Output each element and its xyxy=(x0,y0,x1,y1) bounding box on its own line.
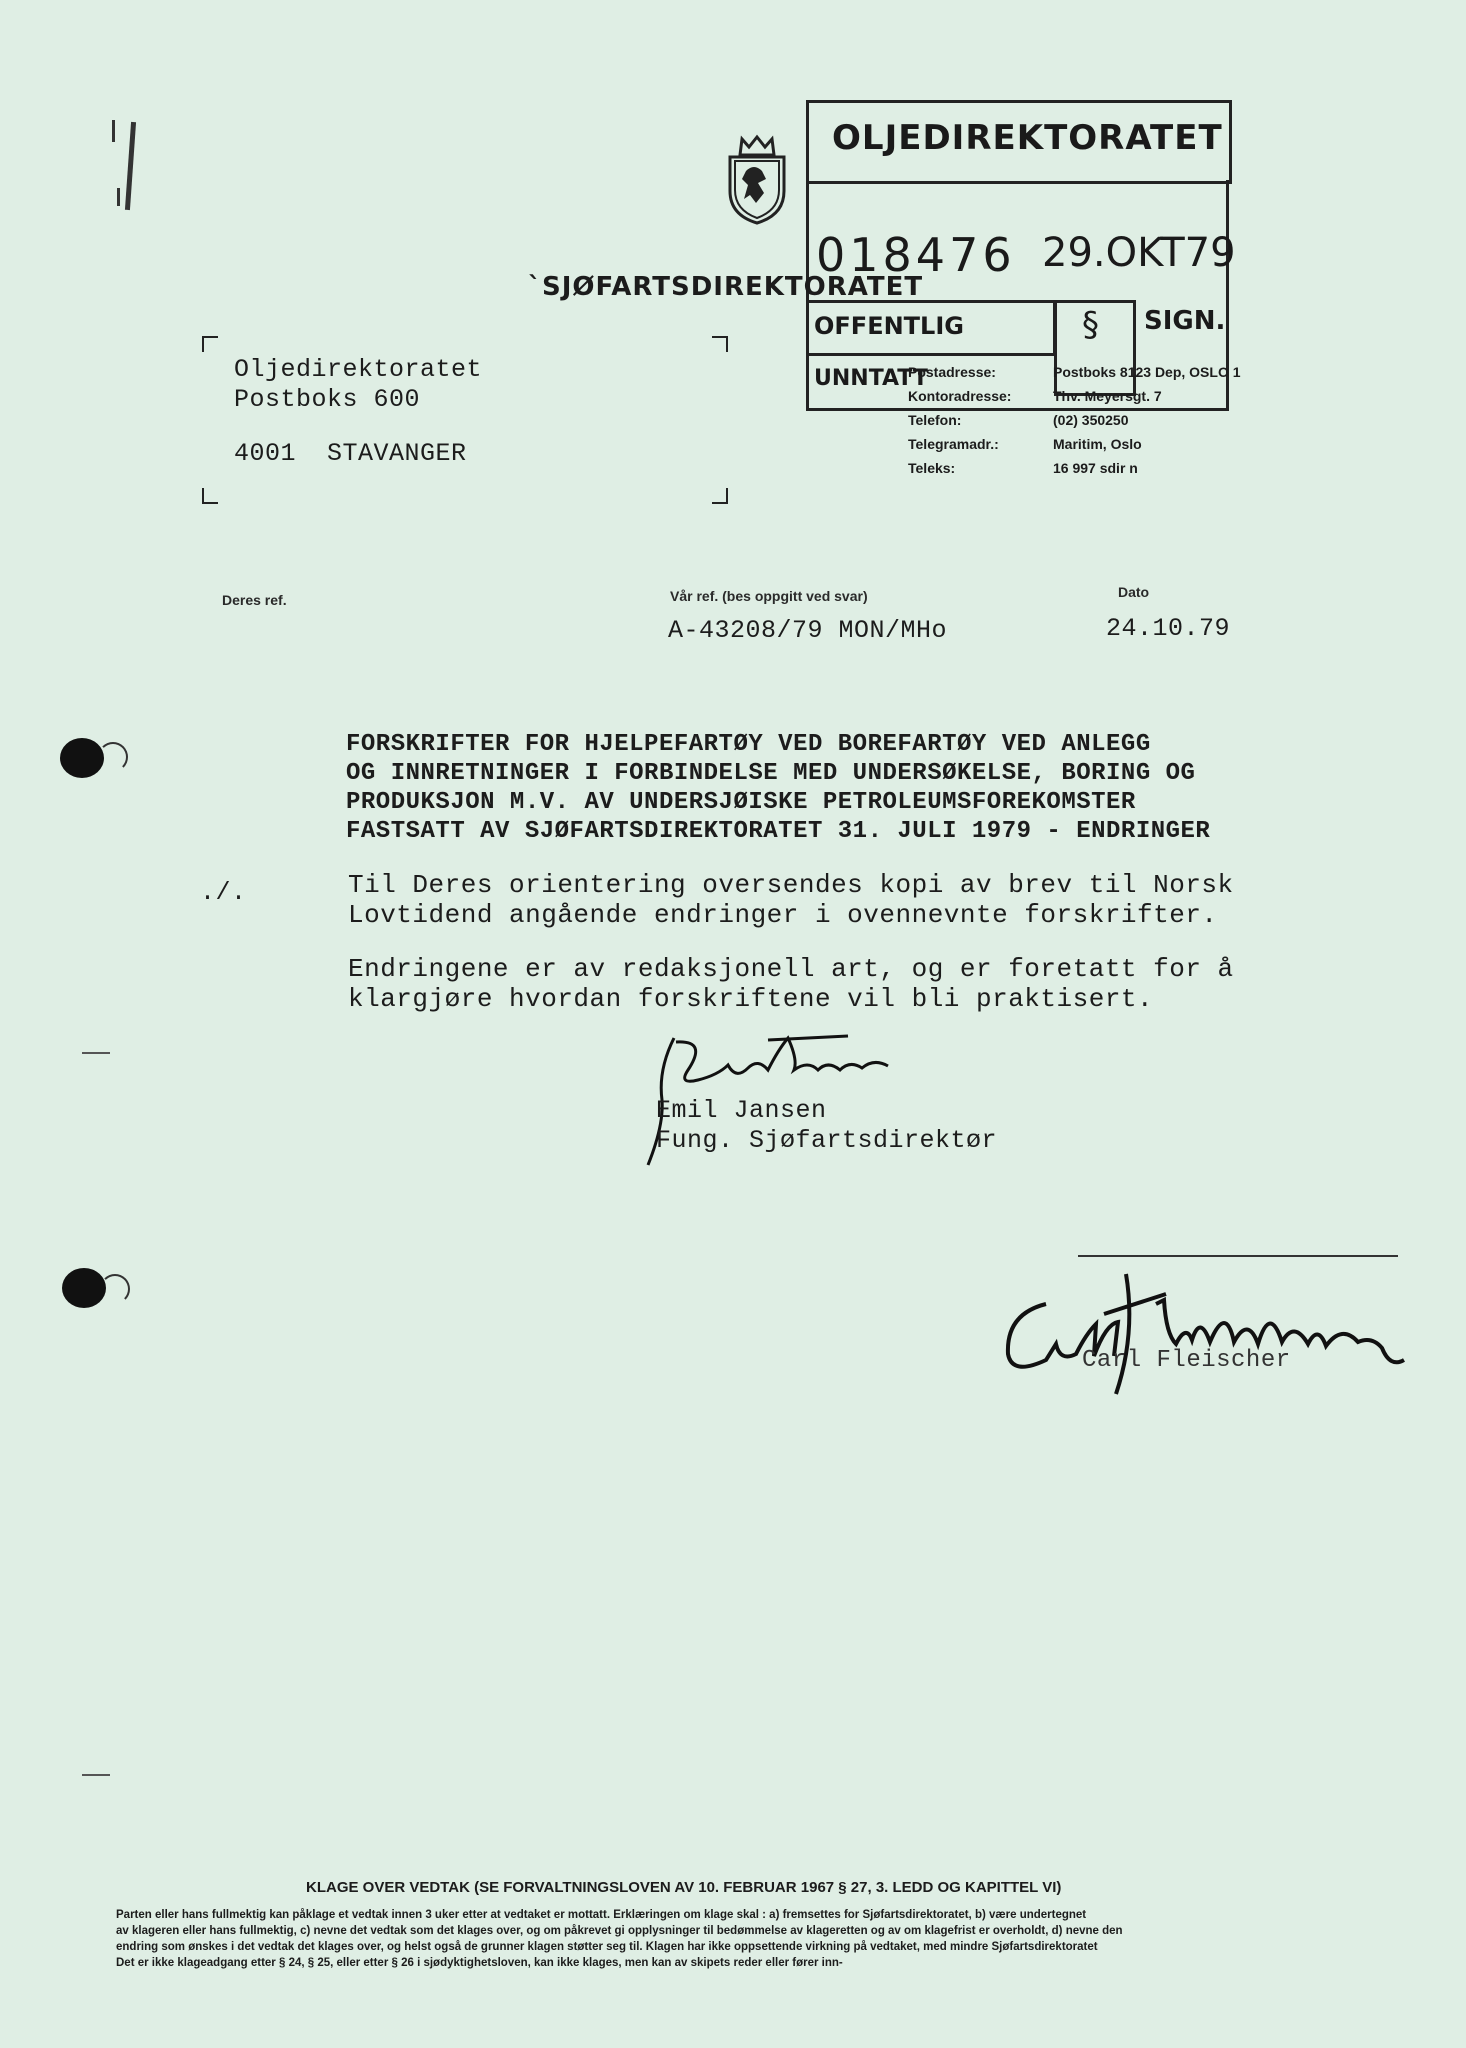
fold-mark xyxy=(82,1774,110,1776)
punch-hole-shadow xyxy=(100,1274,130,1304)
appeal-notice-title: KLAGE OVER VEDTAK (SE FORVALTNINGSLOVEN AV 10. FEBRUAR 1967 § 27, 3. LEDD OG KAPITTEL VI) xyxy=(306,1879,1062,1896)
contact-row: Postadresse: Postboks 8123 Dep, OSLO 1 xyxy=(908,364,1241,380)
window-corner xyxy=(712,488,728,504)
body-paragraph: Endringene er av redaksjonell art, og er foretatt for å klargjøre hvordan forskriftene vil bli praktisert. xyxy=(348,954,1234,1014)
stamp-paragraph: § xyxy=(1082,305,1099,345)
date-value: 24.10.79 xyxy=(1106,614,1231,643)
sender-organization: `SJØFARTSDIREKTORATET xyxy=(528,272,924,302)
appeal-notice-text: Parten eller hans fullmektig kan påklage et vedtak innen 3 uker etter at vedtaket er mottatt. Erklæringen om klage skal : a) fremsettes for Sjøfartsdirektoratet, b) være undertegnet av klageren eller hans fullmektig, c) nevne det vedtak som det klages over, og om påkrevet gi opplysninger til bedømmelse av klageretten og av om klagefrist er overholdt, d) nevne den endring som ønskes i det vedtak det klages over, og helst også de grunner klagen støtter seg til. Klagen har ikke oppsettende virkning på vedtaket, med mindre Sjøfartsdirektoratet Det er ikke klageadgang etter § 24, § 25, eller etter § 26 i sjødyktighetsloven, kan ikke klages, men kan av skipets reder eller fører inn- xyxy=(116,1909,1123,1969)
punch-hole-shadow xyxy=(98,742,128,772)
contact-row: Telegramadr.: Maritim, Oslo xyxy=(908,436,1142,452)
margin-mark xyxy=(117,188,120,206)
window-corner xyxy=(712,336,728,352)
window-corner xyxy=(202,336,218,352)
enclosure-mark: ./. xyxy=(200,878,247,907)
margin-mark xyxy=(125,122,136,210)
signature-line xyxy=(1078,1255,1398,1257)
contact-row: Teleks: 16 997 sdir n xyxy=(908,460,1138,476)
fold-mark xyxy=(82,1052,110,1054)
our-ref-value: A-43208/79 MON/MHo xyxy=(668,616,948,645)
signer2-name: Carl Fleischer xyxy=(1082,1347,1291,1374)
recipient-city: 4001 STAVANGER xyxy=(234,439,467,468)
our-ref-label: Vår ref. (bes oppgitt ved svar) xyxy=(670,588,868,604)
recipient-name: Oljedirektoratet xyxy=(234,355,483,384)
body-paragraph: Til Deres orientering oversendes kopi av brev til Norsk Lovtidend angående endringer i ovennevnte forskrifter. xyxy=(348,870,1234,930)
your-ref-label: Deres ref. xyxy=(222,592,287,608)
signature-carl-fleischer xyxy=(986,1264,1426,1404)
window-corner xyxy=(202,488,218,504)
stamp-sign: SIGN. xyxy=(1144,306,1226,336)
date-label: Dato xyxy=(1118,584,1150,600)
contact-row: Kontoradresse: Thv. Meyersgt. 7 xyxy=(908,388,1162,404)
signer-name: Emil Jansen xyxy=(656,1096,827,1125)
stamp-date: 29.OKT79 xyxy=(1042,230,1236,276)
coat-of-arms-icon xyxy=(722,133,792,225)
signer-title: Fung. Sjøfartsdirektør xyxy=(656,1126,998,1155)
stamp-unntatt: UNNTATT xyxy=(814,366,928,391)
contact-row: Telefon: (02) 350250 xyxy=(908,412,1129,428)
stamp-offentlig: OFFENTLIG xyxy=(814,312,964,340)
margin-mark xyxy=(112,120,115,142)
recipient-address xyxy=(234,355,482,469)
sender-contact-block xyxy=(908,360,1241,480)
signer-block xyxy=(656,1096,997,1156)
stamp-number: 018476 xyxy=(816,228,1016,282)
recipient-postbox: Postboks 600 xyxy=(234,385,421,414)
subject-heading: FORSKRIFTER FOR HJELPEFARTØY VED BOREFARTØY VED ANLEGG OG INNRETNINGER I FORBINDELSE MED UNDERSØKELSE, BORING OG PRODUKSJON M.V. AV UNDERSJØISKE PETROLEUMSFOREKOMSTER FASTSATT AV SJØFARTSDIREKTORATET 31. JULI 1979 - ENDRINGER xyxy=(346,731,1211,845)
stamp-agency: OLJEDIREKTORATET xyxy=(832,118,1223,158)
